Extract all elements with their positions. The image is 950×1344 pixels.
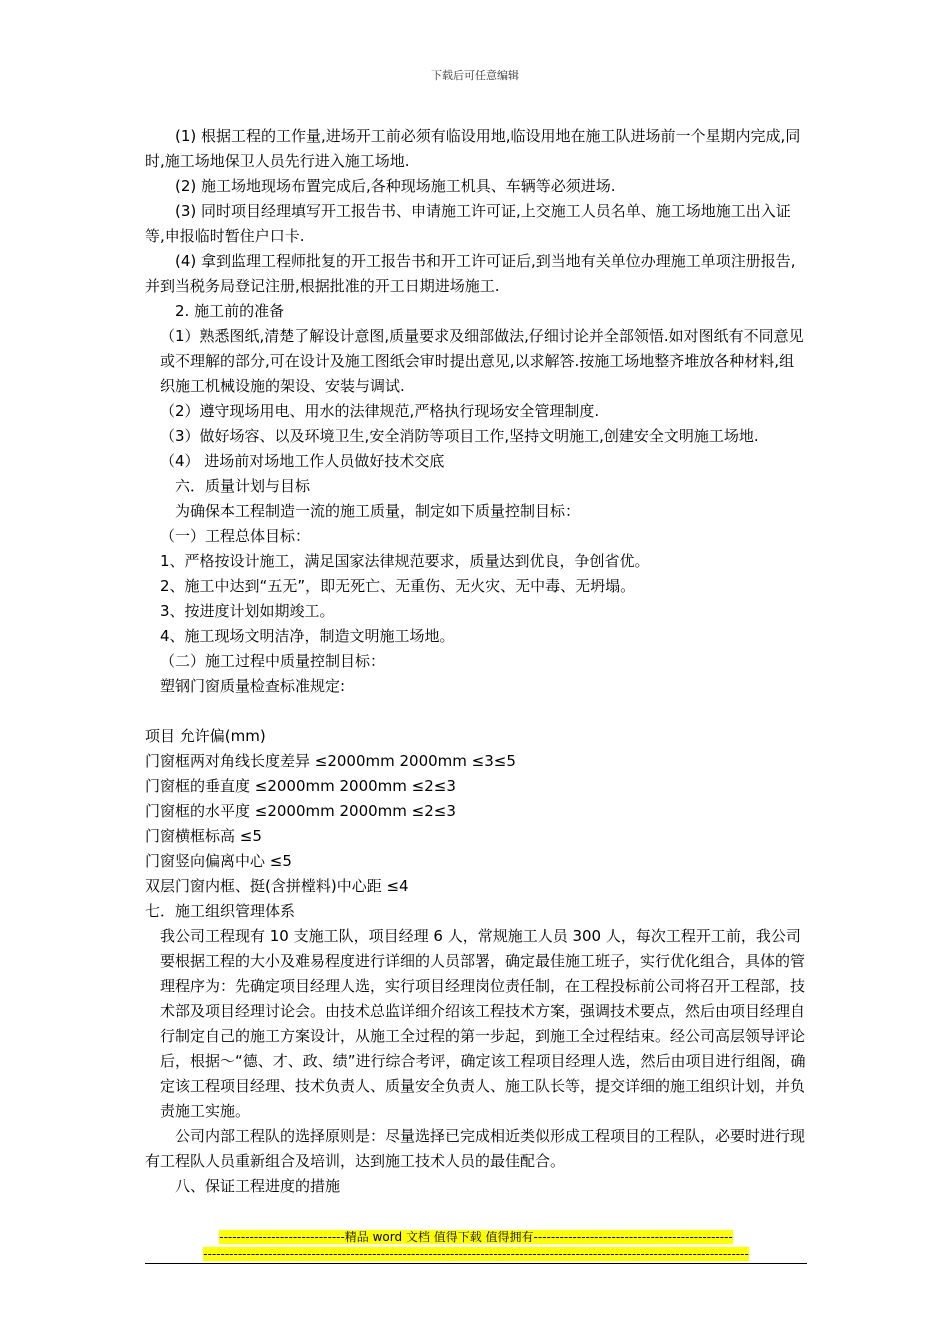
tolerance-row: 门窗横框标高 ≤5 xyxy=(145,827,262,845)
subheading-process-goals: （二）施工过程中质量控制目标： xyxy=(160,652,386,670)
standard-intro: 塑钢门窗质量检查标准规定: xyxy=(160,677,346,695)
tolerance-table-header: 项目 允许偏(mm) xyxy=(145,727,266,745)
section-6-intro: 为确保本工程制造一流的施工质量，制定如下质量控制目标： xyxy=(175,502,581,520)
tolerance-row: 门窗框的水平度 ≤2000mm 2000mm ≤2≤3 xyxy=(145,802,456,820)
footer-banner-line-2: ------------------------------------------------------------------------------------------------------------------------------ xyxy=(203,1247,749,1261)
page-footer xyxy=(145,1229,807,1263)
prep-item-2: （2）遵守现场用电、用水的法律规范,严格执行现场安全管理制度. xyxy=(160,402,600,420)
document-body xyxy=(145,124,807,1199)
page-header: 下载后可任意编辑 xyxy=(431,69,519,82)
goal-item-2: 2、施工中达到“五无”，即无死亡、无重伤、无火灾、无中毒、无坍塌。 xyxy=(160,577,636,595)
heading-preparation: 2. 施工前的准备 xyxy=(175,302,285,320)
tolerance-row: 门窗框两对角线长度差异 ≤2000mm 2000mm ≤3≤5 xyxy=(145,752,516,770)
prep-item-3: （3）做好场容、以及环境卫生,安全消防等项目工作,坚持文明施工,创建安全文明施工场地. xyxy=(160,427,759,445)
goal-item-3: 3、按进度计划如期竣工。 xyxy=(160,602,335,620)
tolerance-row: 门窗框的垂直度 ≤2000mm 2000mm ≤2≤3 xyxy=(145,777,456,795)
prep-item-1: （1）熟悉图纸,清楚了解设计意图,质量要求及细部做法,仔细讨论并全部领悟.如对图纸有不同意见或不理解的部分,可在设计及施工图纸会审时提出意见,以求解答.按施工场地整齐堆放各种材料,组织施工机械设施的架设、安装与调试. xyxy=(160,327,804,395)
section-7-paragraph-2: 公司内部工程队的选择原则是：尽量选择已完成相近类似形成工程项目的工程队，必要时进行现有工程队人员重新组合及培训，达到施工技术人员的最佳配合。 xyxy=(145,1127,806,1170)
paragraph-step-3: (3) 同时项目经理填写开工报告书、申请施工许可证,上交施工人员名单、施工场地施工出入证等,申报临时暂住户口卡. xyxy=(145,202,791,245)
footer-divider xyxy=(145,1263,807,1264)
footer-banner-line-1: -----------------------------精品 word 文档 值得下载 值得拥有---------------------------------------------- xyxy=(219,1230,733,1244)
heading-section-6: 六．质量计划与目标 xyxy=(175,477,311,495)
heading-section-8: 八、保证工程进度的措施 xyxy=(175,1177,341,1195)
blank-line xyxy=(145,699,807,724)
heading-section-7: 七．施工组织管理体系 xyxy=(145,902,296,920)
tolerance-row: 双层门窗内框、挺(含拼樘料)中心距 ≤4 xyxy=(145,877,409,895)
prep-item-4: （4） 进场前对场地工作人员做好技术交底 xyxy=(160,452,445,470)
tolerance-row: 门窗竖向偏离中心 ≤5 xyxy=(145,852,292,870)
goal-item-1: 1、严格按设计施工，满足国家法律规范要求，质量达到优良，争创省优。 xyxy=(160,552,650,570)
subheading-overall-goals: （一）工程总体目标： xyxy=(160,527,311,545)
paragraph-step-1: (1) 根据工程的工作量,进场开工前必须有临设用地,临设用地在施工队进场前一个星期内完成,同时,施工场地保卫人员先行进入施工场地. xyxy=(145,127,801,170)
paragraph-step-4: (4) 拿到监理工程师批复的开工报告书和开工许可证后,到当地有关单位办理施工单项注册报告,并到当税务局登记注册,根据批准的开工日期进场施工. xyxy=(145,252,796,295)
paragraph-step-2: (2) 施工场地现场布置完成后,各种现场施工机具、车辆等必须进场. xyxy=(175,177,616,195)
section-7-paragraph-1: 我公司工程现有 10 支施工队，项目经理 6 人，常规施工人员 300 人，每次工程开工前，我公司要根据工程的大小及难易程度进行详细的人员部署，确定最佳施工班子，实行优化组合，具体的管理程序为：先确定项目经理人选，实行项目经理岗位责任制，在工程投标前公司将召开工程部，技术部及项目经理讨论会。由技术总监详细介绍该工程技术方案，强调技术要点，然后由项目经理自行制定自己的施工方案设计，从施工全过程的第一步起，到施工全过程结束。经公司高层领导评论后，根据～“德、才、政、绩”进行综合考评，确定该工程项目经理人选，然后由项目进行组阁，确定该工程项目经理、技术负责人、质量安全负责人、施工队长等，提交详细的施工组织计划，并负责施工实施。 xyxy=(160,927,806,1120)
goal-item-4: 4、施工现场文明洁净，制造文明施工场地。 xyxy=(160,627,455,645)
